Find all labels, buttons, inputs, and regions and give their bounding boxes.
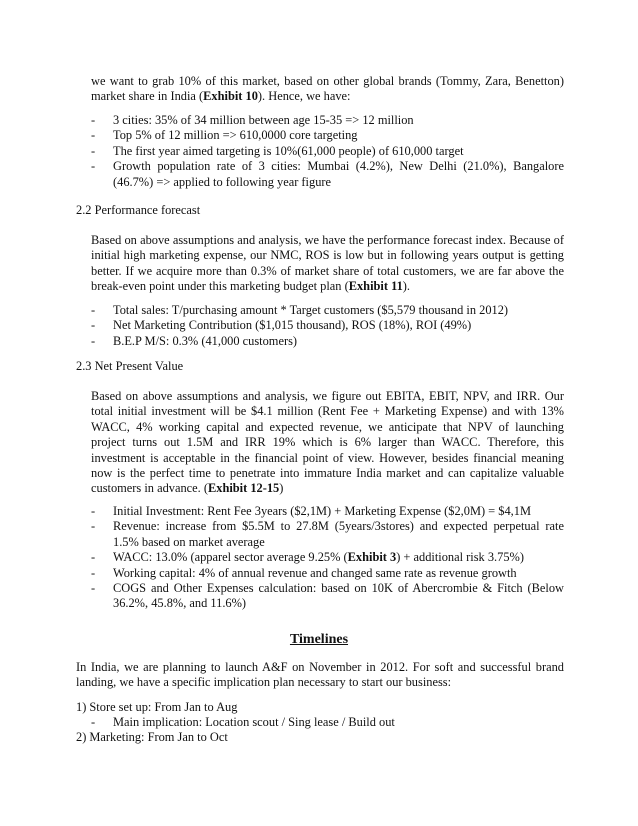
list-item-text: Initial Investment: Rent Fee 3years ($2,1M) + Marketing Expense ($2,0M) = $4,1M (113, 504, 531, 518)
performance-paragraph (91, 233, 564, 295)
timeline-step-2: 2) Marketing: From Jan to Oct (76, 730, 228, 744)
list-item-text: Working capital: 4% of annual revenue and changed same rate as revenue growth (113, 565, 517, 580)
npv-text-b: ) (279, 481, 284, 496)
section-heading-performance: 2.2 Performance forecast (76, 203, 201, 217)
exhibit-12-15-ref: Exhibit 12-15 (207, 481, 280, 496)
list-item (91, 566, 564, 581)
bullet-marker: - (91, 565, 96, 580)
npv-bullets (91, 504, 564, 612)
list-item (91, 159, 564, 190)
market-intro-text-b: ). Hence, we have: (257, 89, 351, 104)
list-item (91, 581, 564, 612)
bullet-marker: - (91, 303, 96, 317)
list-item-text: Total sales: T/purchasing amount * Target customers ($5,579 thousand in 2012) (113, 303, 509, 317)
list-item-text: Main implication: Location scout / Sing lease / Build out (113, 715, 395, 729)
list-item-text: Net Marketing Contribution ($1,015 thousand), ROS (18%), ROI (49%) (113, 318, 472, 333)
bullet-marker: - (91, 143, 96, 158)
bullet-marker: - (91, 318, 96, 333)
timeline-step-1: 1) Store set up: From Jan to Aug (76, 700, 238, 714)
timelines-title: Timelines (289, 632, 349, 647)
list-item (91, 144, 564, 159)
exhibit-11-ref: Exhibit 11 (348, 279, 403, 294)
section-heading-npv: 2.3 Net Present Value (76, 359, 184, 373)
list-item (91, 303, 564, 318)
bullet-marker: - (91, 715, 96, 729)
list-item (91, 334, 564, 349)
list-item (91, 128, 564, 143)
exhibit-10-ref: Exhibit 10 (203, 89, 258, 104)
market-intro-text-a: we want to grab 10% of this market, based on other global brands (Tommy, Zara, Benetton) market share in India ( (91, 74, 564, 104)
list-item-text: Growth population rate of 3 cities: Mumbai (4.2%), New Delhi (21.0%), Bangalore (46.7%) => applied to following year figure (113, 159, 564, 189)
list-item-text: Top 5% of 12 million => 610,0000 core targeting (113, 128, 358, 143)
npv-paragraph (91, 389, 564, 497)
bullet-marker: - (91, 159, 96, 174)
bullet-marker: - (91, 333, 96, 348)
list-item-text: COGS and Other Expenses calculation: based on 10K of Abercrombie & Fitch (Below 36.2%, 45.8%, and 11.6%) (113, 581, 564, 611)
list-item-text: B.E.P M/S: 0.3% (41,000 customers) (113, 333, 298, 348)
npv-text-a: Based on above assumptions and analysis, we figure out EBITA, EBIT, NPV, and IRR. Our total initial investment will be $4.1 million (Rent Fee + Marketing Expense) and with 13% WACC, 4% working capital and expected revenue, we anticipate that NPV of launching project turns out 1.5M and IRR 19% which is 6% larger than WACC. Therefore, this investment is acceptable in the financial point of view. However, besides financial meaning now is the perfect time to penetrate into immature India market and can capitalize valuable customers in advance. ( (91, 389, 564, 496)
performance-text-a: Based on above assumptions and analysis, we have the performance forecast index. Because of initial high marketing expense, our NMC, ROS is low but in following years output is getting better. If we acquire more than 0.3% of market share of total customers, we are far above the break-even point under this marketing budget plan ( (91, 233, 564, 294)
list-item-text: 3 cities: 35% of 34 million between age 15-35 => 12 million (113, 113, 414, 127)
performance-text-b: ). (402, 279, 411, 294)
list-item (91, 519, 564, 550)
market-bullets (91, 113, 564, 190)
list-item (91, 550, 564, 565)
list-item-text-b: ) + additional risk 3.75%) (396, 550, 524, 565)
market-intro (91, 74, 564, 105)
timeline-step-1-details (91, 715, 564, 730)
bullet-marker: - (91, 581, 96, 596)
bullet-marker: - (91, 519, 96, 534)
exhibit-3-ref: Exhibit 3 (347, 550, 397, 565)
bullet-marker: - (91, 128, 96, 143)
list-item (91, 318, 564, 333)
performance-bullets (91, 303, 564, 349)
list-item (91, 113, 564, 128)
bullet-marker: - (91, 113, 96, 127)
list-item-text: The first year aimed targeting is 10%(61,000 people) of 610,000 target (113, 143, 464, 158)
bullet-marker: - (91, 550, 96, 565)
list-item-text: Revenue: increase from $5.5M to 27.8M (5years/3stores) and expected perpetual rate 1.5% based on market average (113, 519, 564, 549)
list-item (91, 504, 564, 519)
bullet-marker: - (91, 504, 96, 518)
timelines-paragraph: In India, we are planning to launch A&F on November in 2012. For soft and successful brand landing, we have a specific implication plan necessary to start our business: (76, 660, 564, 690)
list-item-text-a: WACC: 13.0% (apparel sector average 9.25% ( (113, 550, 348, 565)
list-item (91, 715, 564, 730)
